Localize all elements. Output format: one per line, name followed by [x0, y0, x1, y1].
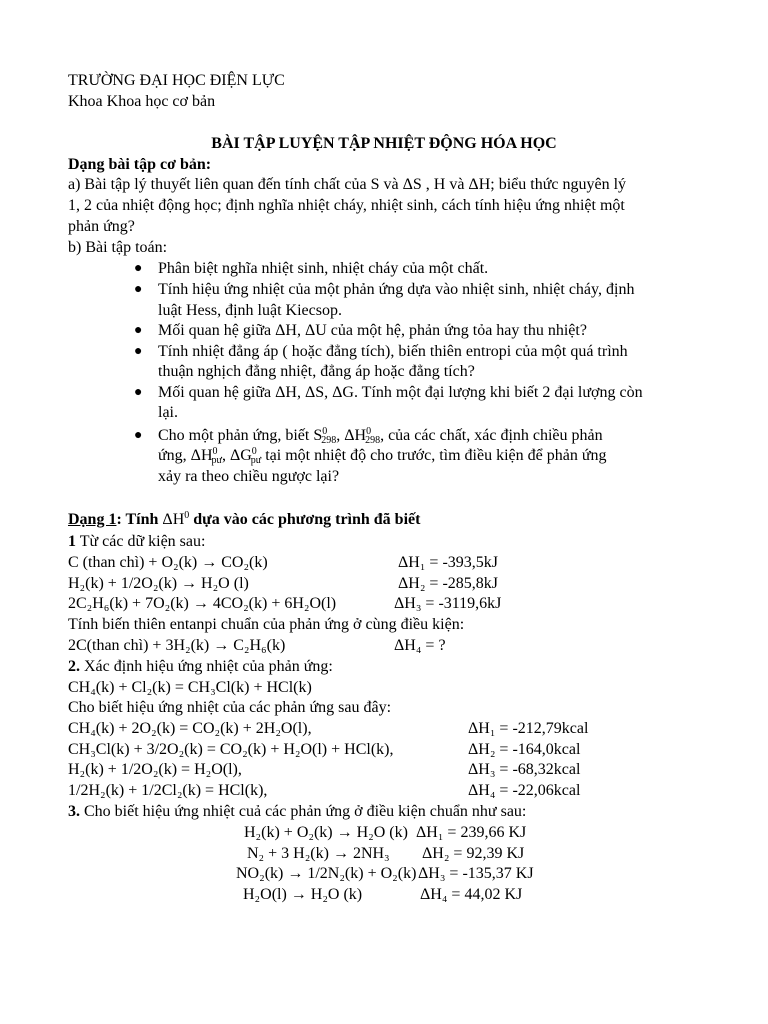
- bullet-text: ứng, ΔH: [158, 447, 213, 464]
- basic-heading: Dạng bài tập cơ bản:: [68, 156, 212, 173]
- enthalpy-value: ΔH₃ = -3119,6kJ: [394, 595, 502, 612]
- bullet-text: Cho một phản ứng, biết S: [158, 426, 323, 444]
- equation: H₂O(l) → H₂O (k): [243, 886, 363, 903]
- section-heading-dang1: [68, 510, 420, 531]
- enthalpy-value: ΔH₃ = -135,37 KJ: [418, 865, 534, 882]
- section-text: : Tính: [116, 511, 163, 528]
- equation: 2C(than chì) + 3H₂(k) → C₂H₆(k): [68, 637, 286, 654]
- bullet-item: [134, 280, 643, 321]
- bullet-icon: ●: [134, 384, 143, 400]
- bullet-text: Phân biệt nghĩa nhiệt sinh, nhiệt cháy của một chất.: [158, 260, 489, 277]
- section-label: Dạng 1: [68, 511, 117, 528]
- problem-number: 2.: [68, 658, 80, 675]
- equation: C (than chì) + O₂(k) → CO₂(k): [68, 554, 268, 571]
- problem-1-intro: [68, 532, 205, 553]
- equation: CH₃Cl(k) + 3/2O₂(k) = CO₂(k) + H₂O(l) + HCl(k),: [68, 741, 394, 758]
- subscript: pư: [250, 455, 262, 466]
- enthalpy-value: ΔH₁ = -393,5kJ: [398, 554, 498, 571]
- bullet-text: xảy ra theo chiều ngược lại?: [158, 467, 340, 485]
- bullet-text: Tính hiệu ứng nhiệt của một phản ứng dựa vào nhiệt sinh, nhiệt cháy, định: [158, 281, 635, 298]
- problem-3-intro: [68, 802, 526, 823]
- bullet-icon: ●: [134, 261, 143, 276]
- delta-symbol: ΔH: [162, 511, 185, 528]
- equation: H₂(k) + 1/2O₂(k) = H₂O(l),: [68, 761, 242, 778]
- enthalpy-value: ΔH₂ = -285,8kJ: [398, 575, 498, 592]
- enthalpy-value: ΔH₄ = -22,06kcal: [468, 782, 581, 799]
- superscript: 0: [251, 446, 257, 457]
- bullet-icon: ●: [134, 343, 143, 359]
- item-b-line: b) Bài tập toán:: [68, 239, 168, 256]
- bullet-text: lại.: [158, 404, 178, 421]
- equation: H₂(k) + O₂(k) → H₂O (k): [244, 824, 408, 841]
- problem-text: Cho biết hiệu ứng nhiệt cuả các phản ứng ở điều kiện chuẩn như sau:: [80, 803, 527, 820]
- bullet-icon: ●: [134, 323, 143, 338]
- bullet-text: , ΔH: [336, 426, 367, 444]
- problem-2-intro: [68, 657, 333, 678]
- problem-number: 3.: [68, 803, 80, 820]
- bullet-text: Tính nhiệt đẳng áp ( hoặc đẳng tích), biến thiên entropi của một quá trình: [158, 342, 628, 360]
- problem-text: Từ các dữ kiện sau:: [76, 533, 206, 550]
- faculty-name: Khoa Khoa học cơ bản: [68, 93, 216, 110]
- superscript: 0: [212, 446, 218, 457]
- enthalpy-value: ΔH₃ = -68,32kcal: [468, 761, 581, 778]
- enthalpy-value: ΔH₂ = 92,39 KJ: [422, 845, 525, 862]
- university-name: TRƯỜNG ĐẠI HỌC ĐIỆN LỰC: [68, 72, 285, 89]
- bullet-list: [134, 259, 643, 487]
- enthalpy-value: ΔH₂ = -164,0kcal: [468, 741, 581, 758]
- section-text: dựa vào các phương trình đã biết: [189, 511, 421, 528]
- bullet-text: , ΔG: [221, 447, 252, 464]
- equation: CH₄(k) + 2O₂(k) = CO₂(k) + 2H₂O(l),: [68, 720, 312, 737]
- superscript: 0: [184, 510, 190, 521]
- page-title: BÀI TẬP LUYỆN TẬP NHIỆT ĐỘNG HÓA HỌC: [211, 135, 557, 152]
- equation: N₂ + 3 H₂(k) → 2NH₃: [247, 845, 390, 862]
- enthalpy-value: ΔH₄ = 44,02 KJ: [420, 886, 523, 903]
- equation: 1/2H₂(k) + 1/2Cl₂(k) = HCl(k),: [68, 782, 268, 799]
- bullet-text: Mối quan hệ giữa ΔH, ΔS, ΔG. Tính một đại lượng khi biết 2 đại lượng còn: [158, 383, 643, 401]
- enthalpy-value: ΔH₁ = -212,79kcal: [468, 720, 589, 737]
- bullet-text: Mối quan hệ giữa ΔH, ΔU của một hệ, phản ứng tỏa hay thu nhiệt?: [158, 322, 587, 339]
- bullet-text: thuận nghịch đẳng nhiệt, đẳng áp hoặc đẳng tích?: [158, 363, 475, 380]
- problem-text: Xác định hiệu ứng nhiệt của phản ứng:: [80, 658, 333, 675]
- superscript: 0: [366, 425, 372, 437]
- item-a-line-3: phản ứng?: [68, 218, 135, 235]
- bullet-text: , của các chất, xác định chiều phản: [380, 426, 603, 444]
- bullet-text: tại một nhiệt độ cho trước, tìm điều kiện để phản ứng: [261, 447, 607, 464]
- bullet-icon: ●: [134, 282, 143, 297]
- bullet-text: luật Hess, định luật Kiecsop.: [158, 301, 342, 319]
- subscript: 298: [321, 434, 337, 446]
- bullet-item: [134, 342, 643, 383]
- problem-text: Tính biến thiên entanpi chuẩn của phản ứng ở cùng điều kiện:: [68, 616, 465, 633]
- enthalpy-value: ΔH₄ = ?: [394, 637, 446, 654]
- bullet-item: [134, 383, 643, 424]
- superscript: 0: [322, 425, 328, 437]
- problem-number: 1: [68, 533, 76, 550]
- item-a-line-1: a) Bài tập lý thuyết liên quan đến tính chất của S và ΔS , H và ΔH; biểu thức nguyên lý: [68, 176, 627, 193]
- item-a-line-2: 1, 2 của nhiệt động học; định nghĩa nhiệt cháy, nhiệt sinh, cách tính hiệu ứng nhiệt một: [68, 197, 625, 214]
- bullet-item: [134, 321, 643, 342]
- bullet-item: [134, 259, 643, 280]
- enthalpy-value: ΔH₁ = 239,66 KJ: [416, 824, 527, 841]
- equation: CH₄(k) + Cl₂(k) = CH₃Cl(k) + HCl(k): [68, 679, 312, 696]
- equation: NO₂(k) → 1/2N₂(k) + O₂(k): [236, 865, 417, 882]
- bullet-icon: ●: [134, 427, 143, 443]
- subscript: pư: [211, 455, 222, 466]
- bullet-item: [134, 425, 643, 488]
- problem-text: Cho biết hiệu ứng nhiệt của các phản ứng sau đây:: [68, 699, 392, 716]
- equation: 2C₂H₆(k) + 7O₂(k) → 4CO₂(k) + 6H₂O(l): [68, 595, 337, 612]
- equation: H₂(k) + 1/2O₂(k) → H₂O (l): [68, 575, 249, 592]
- subscript: 298: [365, 434, 381, 446]
